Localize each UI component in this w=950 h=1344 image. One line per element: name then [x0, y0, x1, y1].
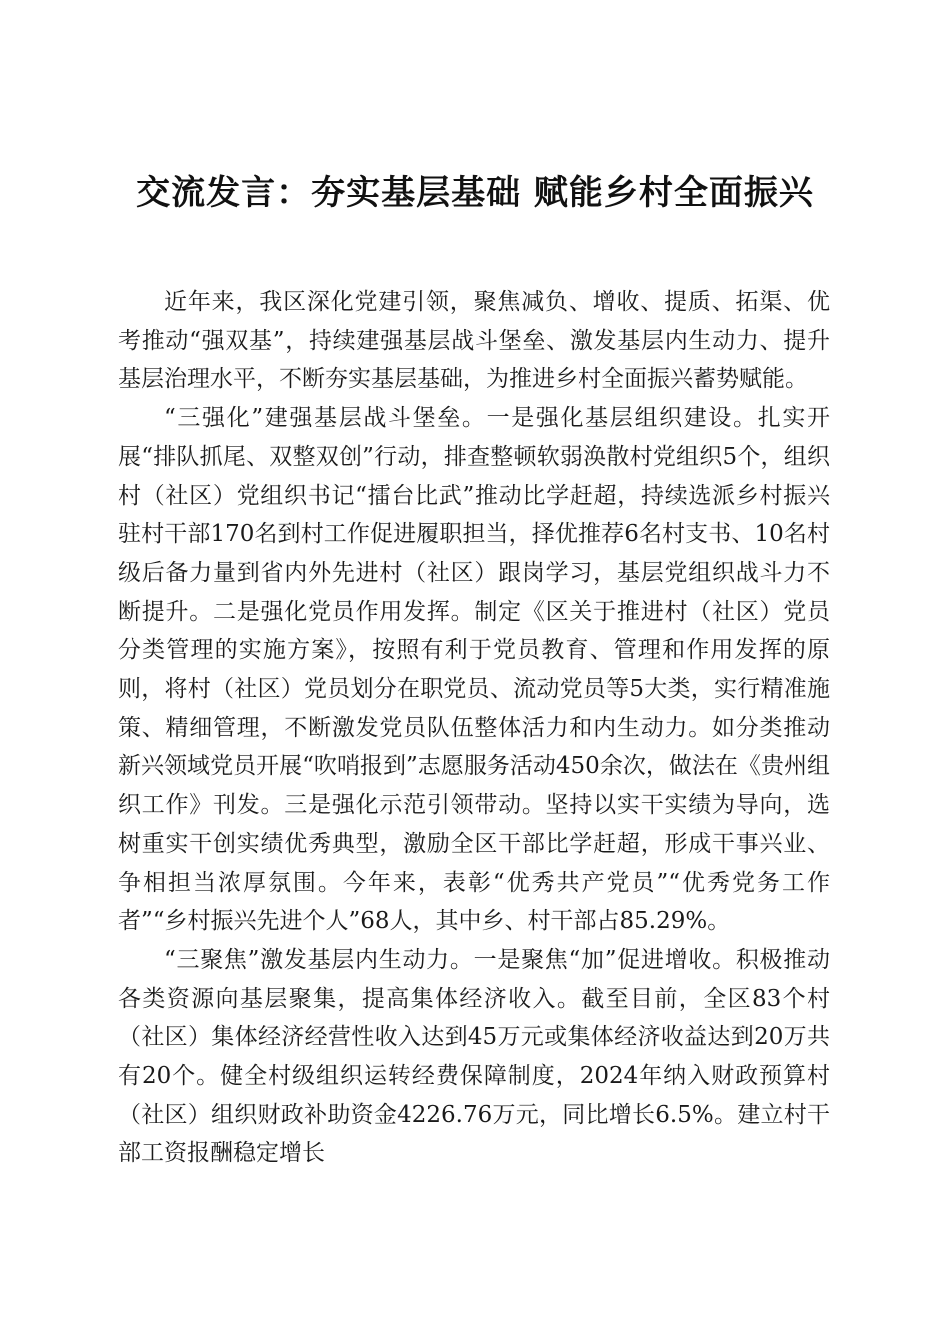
- paragraph-intro: 近年来，我区深化党建引领，聚焦减负、增收、提质、拓渠、优考推动“强双基”，持续建强基层战斗堡垒、激发基层内生动力、提升基层治理水平，不断夯实基层基础，为推进乡村全面振兴蓄势赋能。: [118, 289, 830, 393]
- document-body: [118, 283, 830, 1173]
- paragraph-three-strengthen: “三强化”建强基层战斗堡垒。一是强化基层组织建设。扎实开展“排队抓尾、双整双创”行动，排查整顿软弱涣散村党组织5个，组织村（社区）党组织书记“擂台比武”推动比学赶超，持续选派乡村振兴驻村干部170名到村工作促进履职担当，择优推荐6名村支书、10名村级后备力量到省内外先进村（社区）跟岗学习，基层党组织战斗力不断提升。二是强化党员作用发挥。制定《区关于推进村（社区）党员分类管理的实施方案》，按照有利于党员教育、管理和作用发挥的原则，将村（社区）党员划分在职党员、流动党员等5大类，实行精准施策、精细管理，不断激发党员队伍整体活力和内生动力。如分类推动新兴领域党员开展“吹哨报到”志愿服务活动450余次，做法在《贵州组织工作》刊发。三是强化示范引领带动。坚持以实干实绩为导向，选树重实干创实绩优秀典型，激励全区干部比学赶超，形成干事兴业、争相担当浓厚氛围。今年来，表彰“优秀共产党员”“优秀党务工作者”“乡村振兴先进个人”68人，其中乡、村干部占85.29%。: [118, 405, 830, 935]
- paragraph-three-focus: “三聚焦”激发基层内生动力。一是聚焦“加”促进增收。积极推动各类资源向基层聚集，提高集体经济收入。截至目前，全区83个村（社区）集体经济经营性收入达到45万元或集体经济收益达到20万共有20个。健全村级组织运转经费保障制度，2024年纳入财政预算村（社区）组织财政补助资金4226.76万元，同比增长6.5%。建立村干部工资报酬稳定增长: [118, 946, 830, 1167]
- document-title: 交流发言：夯实基层基础 赋能乡村全面振兴: [136, 173, 814, 213]
